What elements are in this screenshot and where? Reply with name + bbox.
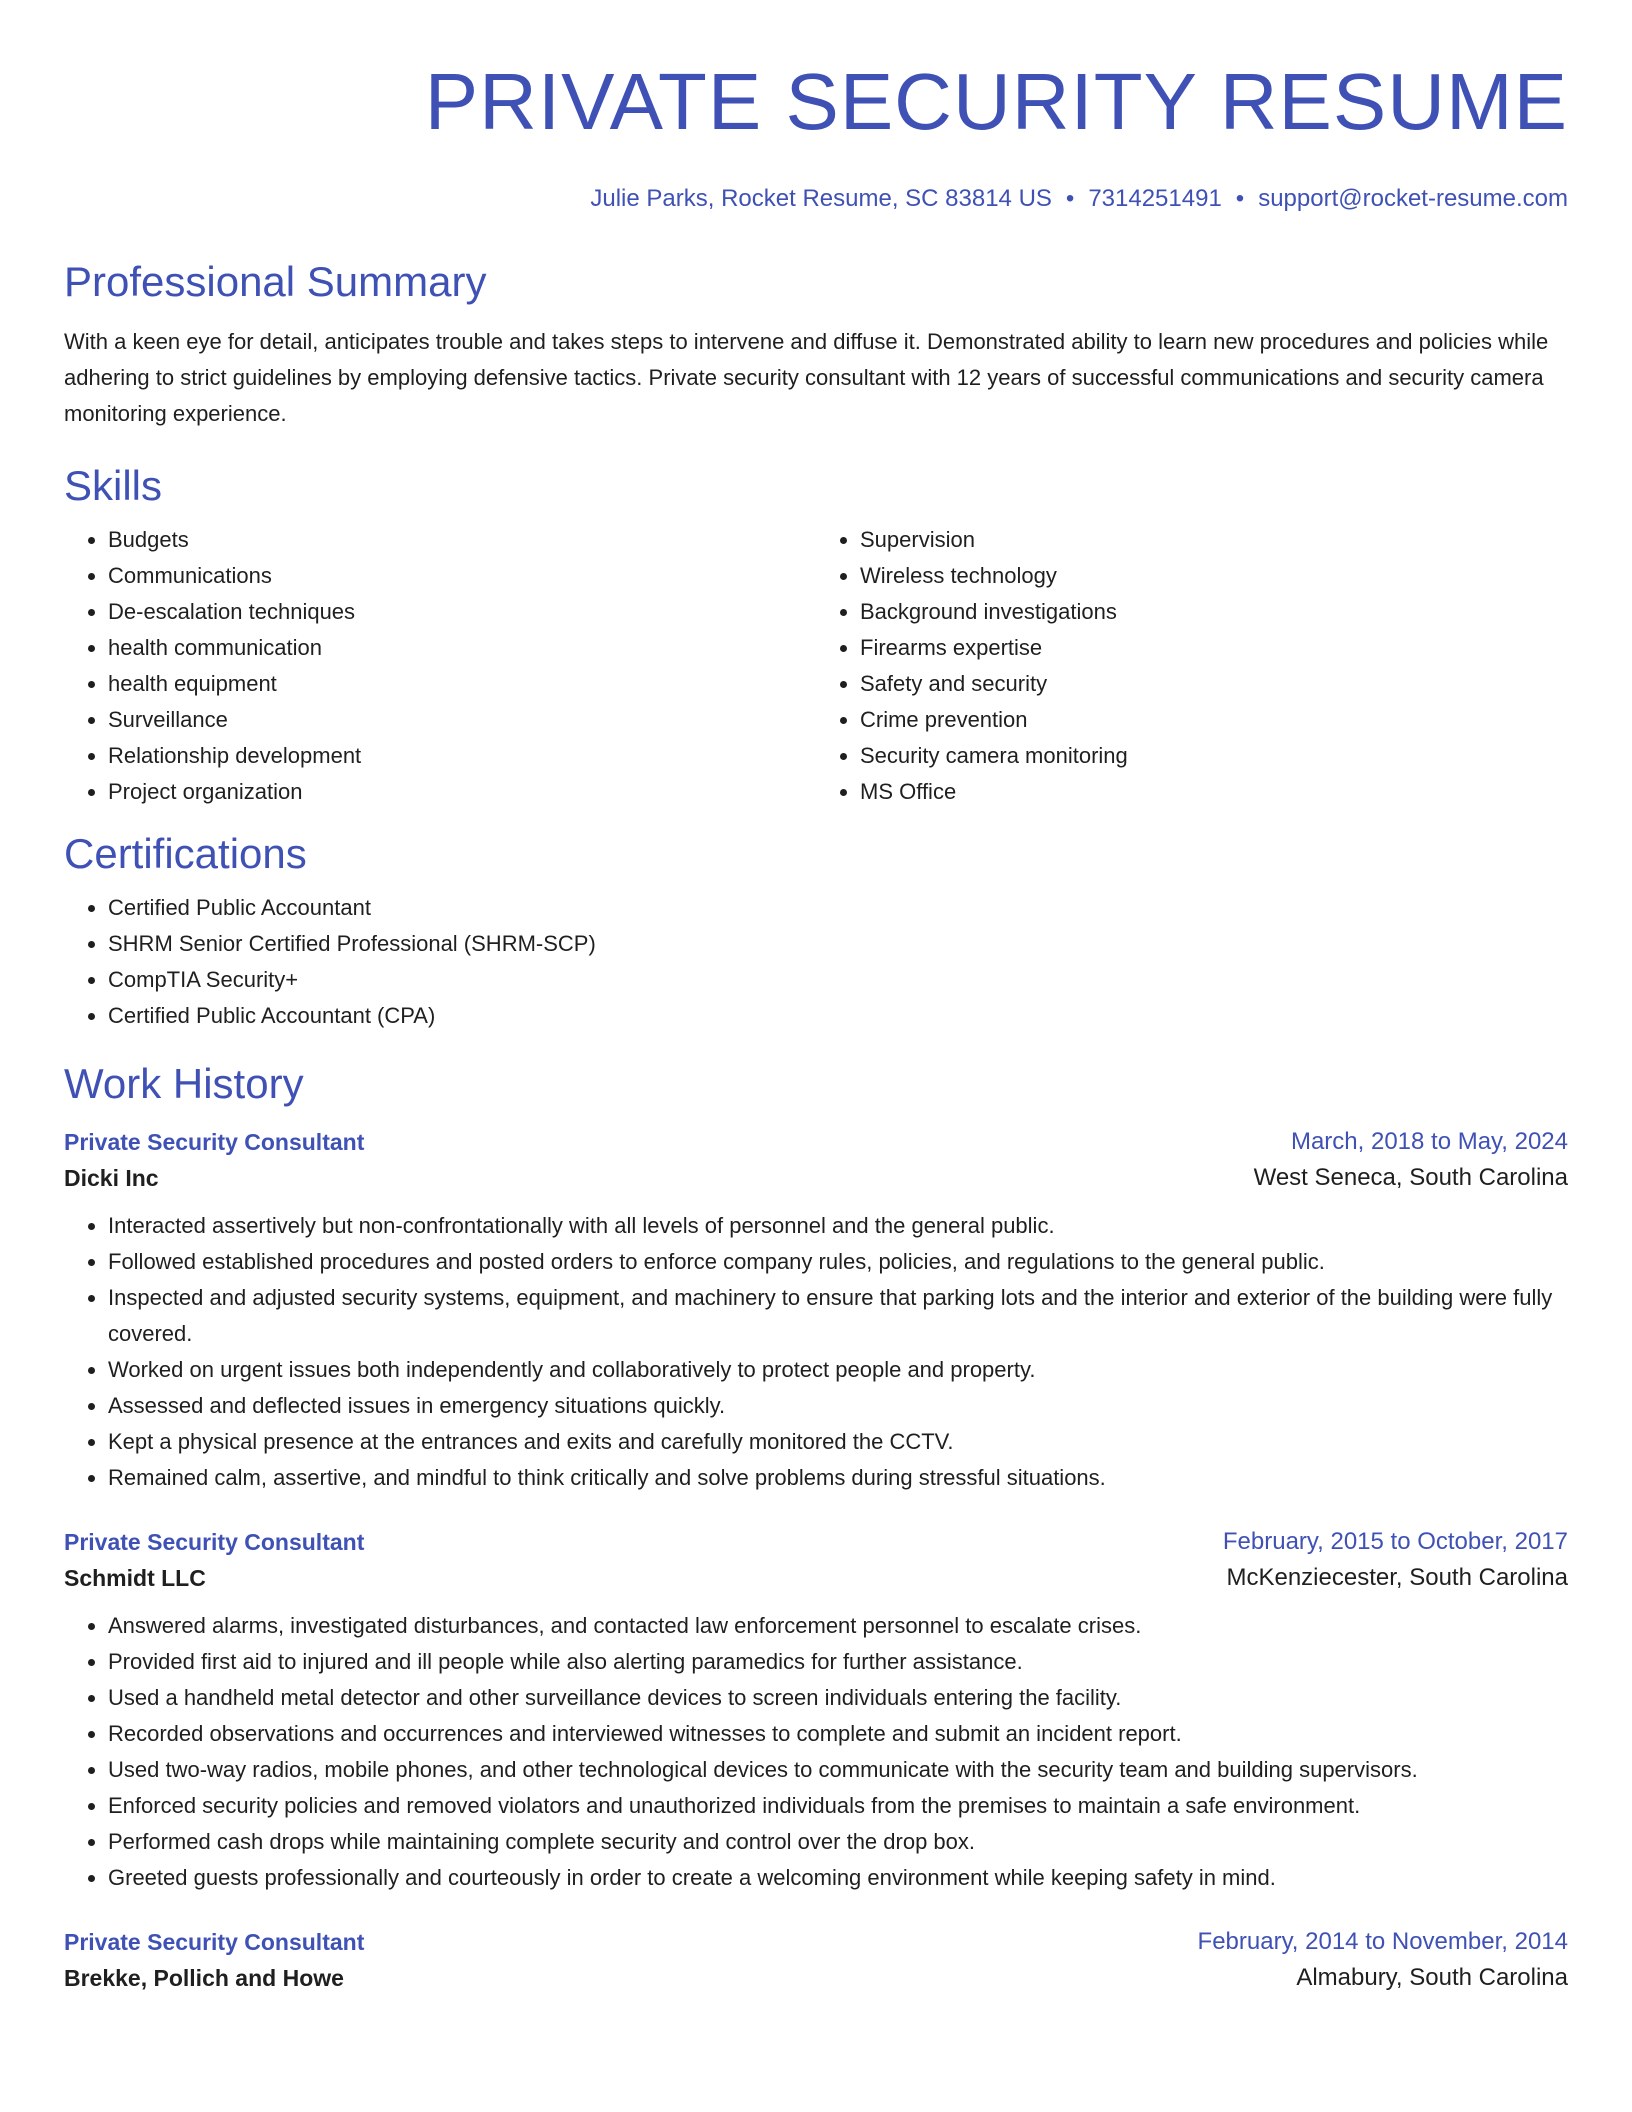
resume-page	[64, 0, 1568, 1996]
job-bullet: • Recorded observations and occurrences and interviewed witnesses to complete and submit an incident report.	[108, 1716, 1568, 1752]
job-company-row	[64, 1960, 1568, 1996]
contact-phone: 7314251491	[1088, 185, 1222, 212]
skill-item: • health communication	[108, 630, 816, 666]
skills-left-list	[64, 522, 816, 810]
job-bullet: • Performed cash drops while maintaining complete security and control over the drop box.	[108, 1824, 1568, 1860]
certification-item: • SHRM Senior Certified Professional (SHRM-SCP)	[108, 926, 1568, 962]
summary-heading: Professional Summary	[64, 258, 487, 305]
job-dates: February, 2014 to November, 2014	[1197, 1928, 1568, 1955]
skills-columns	[64, 522, 1568, 810]
job-title: Private Security Consultant	[64, 1529, 365, 1555]
job-bullet: • Used two-way radios, mobile phones, and other technological devices to communicate with the security team and building supervisors.	[108, 1752, 1568, 1788]
job-location: West Seneca, South Carolina	[1253, 1164, 1568, 1191]
skills-heading: Skills	[64, 462, 163, 509]
job-title-row	[64, 1924, 1568, 1960]
job-bullet: • Provided first aid to injured and ill people while also alerting paramedics for further assistance.	[108, 1644, 1568, 1680]
skill-item: • Safety and security	[860, 666, 1568, 702]
job-title: Private Security Consultant	[64, 1129, 365, 1155]
job-location: Almabury, South Carolina	[1296, 1964, 1568, 1991]
skill-item: • MS Office	[860, 774, 1568, 810]
skill-item: • Firearms expertise	[860, 630, 1568, 666]
skill-item: • Relationship development	[108, 738, 816, 774]
skill-item: • Crime prevention	[860, 702, 1568, 738]
job-bullet: • Answered alarms, investigated disturbances, and contacted law enforcement personnel to escalate crises.	[108, 1608, 1568, 1644]
job-bullets	[64, 1608, 1568, 1896]
job-bullet: • Used a handheld metal detector and other surveillance devices to screen individuals entering the facility.	[108, 1680, 1568, 1716]
resume-header	[64, 0, 1568, 216]
job-bullet: • Remained calm, assertive, and mindful to think critically and solve problems during stressful situations.	[108, 1460, 1568, 1496]
job-entry	[64, 1124, 1568, 1496]
contact-address: Julie Parks, Rocket Resume, SC 83814 US	[590, 185, 1052, 212]
job-entry	[64, 1524, 1568, 1896]
job-bullet: • Followed established procedures and posted orders to enforce company rules, policies, and regulations to the general public.	[108, 1244, 1568, 1280]
skill-item: • Background investigations	[860, 594, 1568, 630]
job-company: Schmidt LLC	[64, 1565, 206, 1591]
skill-item: • Communications	[108, 558, 816, 594]
job-bullet: • Interacted assertively but non-confrontationally with all levels of personnel and the general public.	[108, 1208, 1568, 1244]
job-entry	[64, 1924, 1568, 1996]
certifications-list	[64, 890, 1568, 1034]
skill-item: • Budgets	[108, 522, 816, 558]
certifications-heading: Certifications	[64, 830, 307, 877]
job-company: Brekke, Pollich and Howe	[64, 1965, 344, 1991]
skills-right-list	[816, 522, 1568, 810]
certification-item: • CompTIA Security+	[108, 962, 1568, 998]
job-company-row	[64, 1160, 1568, 1196]
job-bullet: • Assessed and deflected issues in emergency situations quickly.	[108, 1388, 1568, 1424]
skill-item: • Project organization	[108, 774, 816, 810]
job-bullet: • Inspected and adjusted security systems, equipment, and machinery to ensure that parking lots and the interior and exterior of the building were fully covered.	[108, 1280, 1568, 1352]
job-bullet: • Greeted guests professionally and courteously in order to create a welcoming environment while keeping safety in mind.	[108, 1860, 1568, 1896]
skill-item: • De-escalation techniques	[108, 594, 816, 630]
job-company: Dicki Inc	[64, 1165, 159, 1191]
certification-item: • Certified Public Accountant (CPA)	[108, 998, 1568, 1034]
skill-item: • Wireless technology	[860, 558, 1568, 594]
skill-item: • Security camera monitoring	[860, 738, 1568, 774]
separator-dot: •	[1065, 185, 1075, 212]
certification-item: • Certified Public Accountant	[108, 890, 1568, 926]
job-dates: February, 2015 to October, 2017	[1222, 1528, 1568, 1555]
resume-title: PRIVATE SECURITY RESUME	[424, 57, 1568, 146]
job-title: Private Security Consultant	[64, 1929, 365, 1955]
job-bullets	[64, 1208, 1568, 1496]
job-dates: March, 2018 to May, 2024	[1290, 1128, 1568, 1155]
contact-line	[64, 182, 1568, 216]
job-title-row	[64, 1524, 1568, 1560]
skill-item: • Supervision	[860, 522, 1568, 558]
job-title-row	[64, 1124, 1568, 1160]
summary-text: With a keen eye for detail, anticipates trouble and takes steps to intervene and diffuse it. Demonstrated ability to learn new procedures and policies while adhering to strict guidelines by employing defensive tactics. Private security consultant with 12 years of successful communications and security camera monitoring experience.	[64, 329, 1549, 426]
job-company-row	[64, 1560, 1568, 1596]
contact-email: support@rocket-resume.com	[1258, 185, 1568, 212]
skill-item: • Surveillance	[108, 702, 816, 738]
job-location: McKenziecester, South Carolina	[1226, 1564, 1568, 1591]
separator-dot: •	[1235, 185, 1245, 212]
job-bullet: • Kept a physical presence at the entrances and exits and carefully monitored the CCTV.	[108, 1424, 1568, 1460]
skill-item: • health equipment	[108, 666, 816, 702]
job-bullet: • Worked on urgent issues both independently and collaboratively to protect people and property.	[108, 1352, 1568, 1388]
job-bullet: • Enforced security policies and removed violators and unauthorized individuals from the premises to maintain a safe environment.	[108, 1788, 1568, 1824]
work-history-heading: Work History	[64, 1060, 304, 1107]
